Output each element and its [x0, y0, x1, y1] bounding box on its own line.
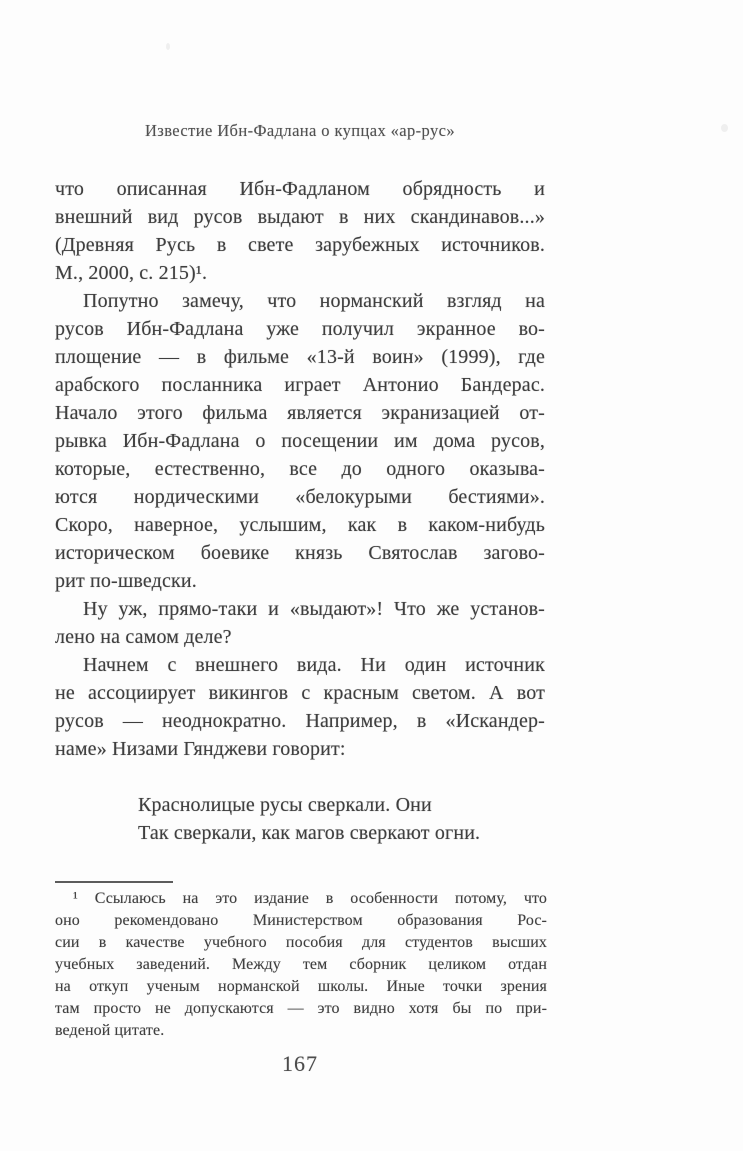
text-line: рит по-шведски.: [55, 570, 197, 592]
text-line: Ну уж, прямо-таки и «выдают»! Что же установ-: [83, 598, 545, 620]
body-text: [55, 175, 545, 847]
text-line: лено на самом деле?: [55, 626, 232, 648]
text-line: что описанная Ибн-Фадланом обрядность и: [55, 178, 545, 200]
text-line: (Древняя Русь в свете зарубежных источников.: [55, 234, 545, 256]
text-line: которые, естественно, все до одного оказыва-: [55, 458, 545, 480]
paragraph: [55, 287, 545, 595]
text-line: Краснолицые русы сверкали. Они: [138, 794, 432, 816]
text-line: не ассоциирует викингов с красным светом. А вот: [55, 682, 545, 704]
footnote-line: ¹ Ссылаюсь на это издание в особенности потому, что: [73, 890, 547, 907]
text-line: русов — неоднократно. Например, в «Искандер-: [55, 710, 545, 732]
text-line: площение — в фильме «13-й воин» (1999), где: [55, 346, 545, 368]
footnote-line: учебных заведений. Между тем сборник целиком отдан: [55, 956, 547, 973]
footnote-separator: [55, 881, 173, 883]
verse-block: [55, 791, 545, 847]
text-line: Скоро, наверное, услышим, как в каком-нибудь: [55, 514, 545, 536]
text-line: Так сверкали, как магов сверкают огни.: [138, 822, 481, 844]
text-line: Начало этого фильма является экранизацией от-: [55, 402, 545, 424]
running-head: Известие Ибн-Фадлана о купцах «ар-рус»: [144, 121, 456, 140]
text-line: внешний вид русов выдают в них скандинавов...»: [55, 206, 545, 228]
page-number: 167: [282, 1051, 318, 1076]
footnote: [55, 888, 547, 1042]
footnote-line: веденой цитате.: [55, 1022, 165, 1039]
paragraph: [55, 175, 545, 287]
footnote-line: сии в качестве учебного пособия для студентов высших: [55, 934, 547, 951]
text-line: ются нордическими «белокурыми бестиями».: [55, 486, 545, 508]
text-line: арабского посланника играет Антонио Бандерас.: [55, 374, 545, 396]
text-line: Попутно замечу, что норманский взгляд на: [83, 290, 545, 312]
footnote-line: на откуп ученым норманской школы. Иные точки зрения: [55, 978, 547, 995]
scan-speck: [166, 43, 170, 50]
text-line: наме» Низами Гянджеви говорит:: [55, 738, 346, 760]
text-line: М., 2000, с. 215)¹.: [55, 262, 208, 284]
text-line: русов Ибн-Фадлана уже получил экранное во-: [55, 318, 545, 340]
text-line: рывка Ибн-Фадлана о посещении им дома русов,: [55, 430, 545, 452]
text-line: историческом боевике князь Святослав загово-: [55, 542, 545, 564]
paragraph: [55, 651, 545, 763]
footnote-line: там просто не допускаются — это видно хотя бы по при-: [55, 1000, 547, 1017]
footnote-line: оно рекомендовано Министерством образования Рос-: [55, 912, 547, 929]
paragraph: [55, 595, 545, 651]
text-line: Начнем с внешнего вида. Ни один источник: [83, 654, 545, 676]
scan-speck: [721, 124, 728, 132]
